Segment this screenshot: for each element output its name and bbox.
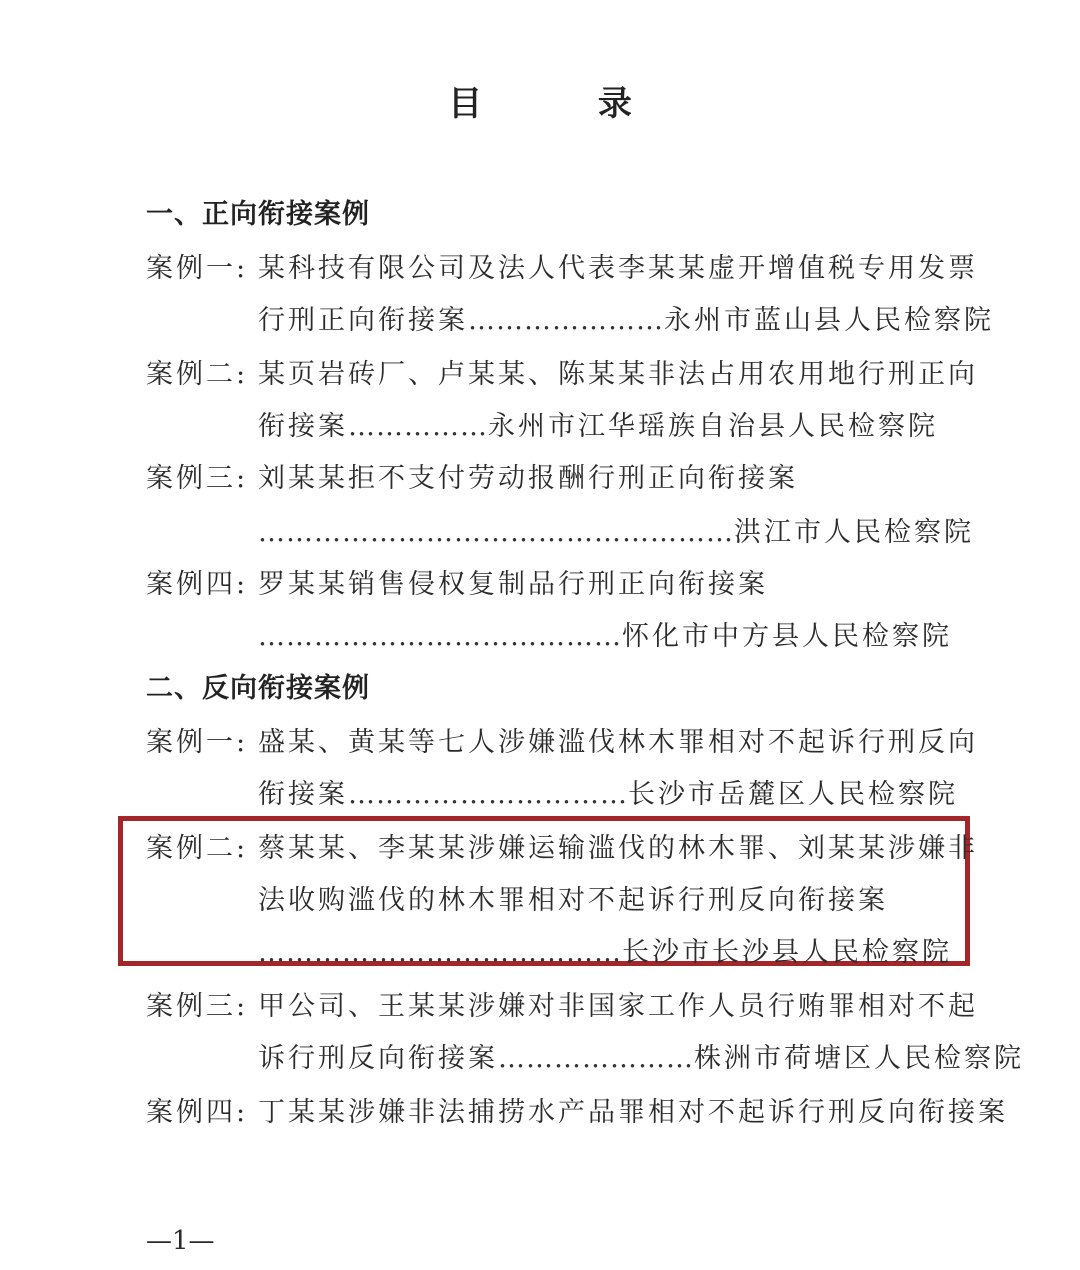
case-label: 案例一: <box>146 727 249 758</box>
section-heading-forward: 一、正向衔接案例 <box>146 199 370 230</box>
case-title: 某科技有限公司及法人代表李某某虚开增值税专用发票 <box>258 253 978 284</box>
leader-dots: …………… <box>348 411 488 442</box>
section-heading-reverse: 二、反向衔接案例 <box>146 673 370 704</box>
case-organization: 永州市蓝山县人民检察院 <box>664 305 994 336</box>
case-label: 案例二: <box>146 833 249 864</box>
case-organization: 洪江市人民检察院 <box>734 517 974 548</box>
case-label: 案例三: <box>146 991 249 1022</box>
leader-dots: ………………………………… <box>258 937 622 968</box>
case-label: 案例四: <box>146 569 249 600</box>
case-title-continued: 行刑正向衔接案 <box>258 305 468 336</box>
case-title-continued: 法收购滥伐的林木罪相对不起诉行刑反向衔接案 <box>258 885 888 916</box>
case-title: 刘某某拒不支付劳动报酬行刑正向衔接案 <box>258 463 798 494</box>
case-title-continued: 诉行刑反向衔接案 <box>258 1043 498 1074</box>
case-label: 案例一: <box>146 253 249 284</box>
case-organization: 怀化市中方县人民检察院 <box>622 621 952 652</box>
case-organization: 永州市江华瑶族自治县人民检察院 <box>488 411 938 442</box>
case-entry-line <box>258 930 952 969</box>
case-organization: 长沙市长沙县人民检察院 <box>622 937 952 968</box>
case-title: 盛某、黄某等七人涉嫌滥伐林木罪相对不起诉行刑反向 <box>258 727 978 758</box>
case-title: 蔡某某、李某某涉嫌运输滥伐的林木罪、刘某某涉嫌非 <box>258 833 978 864</box>
case-title: 某页岩砖厂、卢某某、陈某某非法占用农用地行刑正向 <box>258 359 978 390</box>
case-title-continued: 衔接案 <box>258 411 348 442</box>
case-organization: 株洲市荷塘区人民检察院 <box>694 1043 1024 1074</box>
leader-dots: …………………………………………… <box>258 517 734 548</box>
case-organization: 长沙市岳麓区人民检察院 <box>628 779 958 810</box>
leader-dots: ………………………………… <box>258 621 622 652</box>
leader-dots: ………………………… <box>348 779 628 810</box>
case-entry-line <box>258 298 994 337</box>
case-title: 丁某某涉嫌非法捕捞水产品罪相对不起诉行刑反向衔接案 <box>258 1097 1008 1128</box>
case-title-continued: 衔接案 <box>258 779 348 810</box>
leader-dots: ………………… <box>468 305 664 336</box>
leader-dots: ………………… <box>498 1043 694 1074</box>
case-entry-line <box>258 772 958 811</box>
case-entry-line <box>258 1036 1024 1075</box>
case-entry-line <box>258 510 974 549</box>
case-title: 罗某某销售侵权复制品行刑正向衔接案 <box>258 569 768 600</box>
case-label: 案例二: <box>146 359 249 390</box>
case-title: 甲公司、王某某涉嫌对非国家工作人员行贿罪相对不起 <box>258 991 978 1022</box>
page-number: —1— <box>146 1226 215 1256</box>
case-label: 案例四: <box>146 1097 249 1128</box>
case-entry-line <box>258 614 952 653</box>
case-entry-line <box>258 404 938 443</box>
case-label: 案例三: <box>146 463 249 494</box>
page-title: 目 录 <box>448 84 684 124</box>
